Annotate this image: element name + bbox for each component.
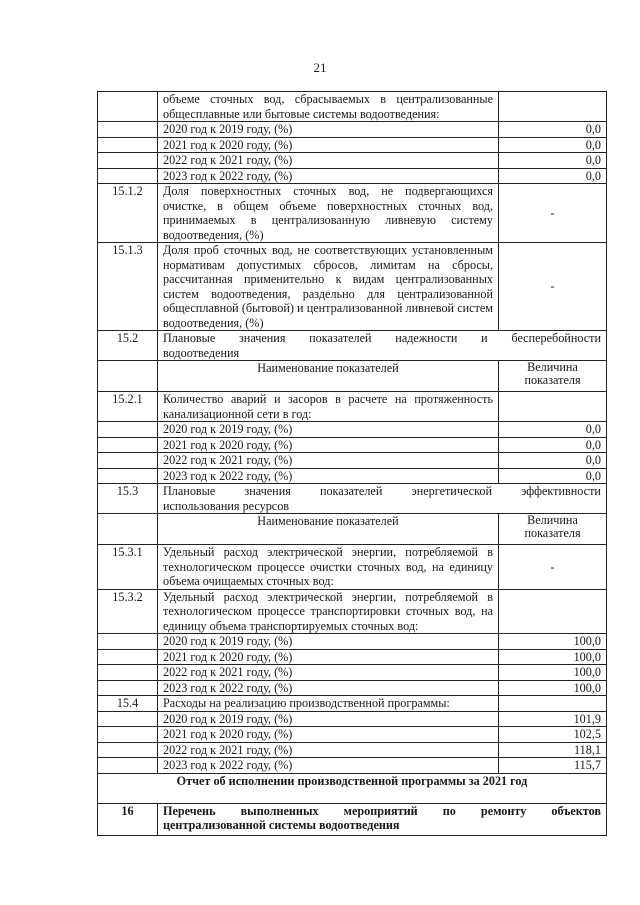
year-value: 0,0 bbox=[499, 168, 607, 184]
table-row bbox=[98, 803, 607, 835]
year-value: 100,0 bbox=[499, 680, 607, 696]
row-number-empty bbox=[98, 92, 158, 122]
table-row bbox=[98, 696, 607, 712]
row-description: Доля проб сточных вод, не соответствующих установленным нормативам допустимых сбросов, лимитам на сбросы, рассчитанная применительно к видам централизованных систем водоотведения, раздельно для централизованной общесплавной (бытовой) и централизованной ливневой систем водоотведения, (%) bbox=[158, 243, 499, 331]
section-heading: Плановые значения показателей надежности и бесперебойности водоотведения bbox=[158, 331, 607, 361]
year-value: 0,0 bbox=[499, 122, 607, 138]
page-number: 21 bbox=[313, 60, 327, 75]
table-row bbox=[98, 680, 607, 696]
row-number: 16 bbox=[98, 803, 158, 835]
report-title: Отчет об исполнении производственной программы за 2021 год bbox=[98, 773, 607, 803]
row-description: Удельный расход электрической энергии, потребляемой в технологическом процессе очистки сточных вод, на единицу объема очищаемых сточных вод: bbox=[158, 545, 499, 590]
row-value: - bbox=[499, 545, 607, 590]
table-row bbox=[98, 773, 607, 803]
year-value: 102,5 bbox=[499, 727, 607, 743]
year-label: 2022 год к 2021 году, (%) bbox=[158, 665, 499, 681]
row-description: Доля поверхностных сточных вод, не подвергающихся очистке, в общем объеме поверхностных сточных вод, принимаемых в централизованную ливневую систему водоотведения, (%) bbox=[158, 184, 499, 243]
year-value: 100,0 bbox=[499, 665, 607, 681]
table-row bbox=[98, 453, 607, 469]
year-value: 0,0 bbox=[499, 453, 607, 469]
table-row bbox=[98, 437, 607, 453]
year-label: 2021 год к 2020 году, (%) bbox=[158, 437, 499, 453]
year-label: 2023 год к 2022 году, (%) bbox=[158, 168, 499, 184]
year-label: 2020 год к 2019 году, (%) bbox=[158, 122, 499, 138]
table-header-row bbox=[98, 361, 607, 392]
row-value: - bbox=[499, 243, 607, 331]
row-description: Количество аварий и засоров в расчете на протяженность канализационной сети в год: bbox=[158, 392, 499, 422]
header-name: Наименование показателей bbox=[158, 514, 499, 545]
table-row bbox=[98, 665, 607, 681]
row-number: 15.3.2 bbox=[98, 589, 158, 634]
year-value: 0,0 bbox=[499, 437, 607, 453]
year-label: 2021 год к 2020 году, (%) bbox=[158, 137, 499, 153]
table-row bbox=[98, 184, 607, 243]
table-row bbox=[98, 331, 607, 361]
year-label: 2021 год к 2020 году, (%) bbox=[158, 727, 499, 743]
table-row bbox=[98, 711, 607, 727]
year-value: 118,1 bbox=[499, 742, 607, 758]
table-row bbox=[98, 545, 607, 590]
table-row bbox=[98, 168, 607, 184]
year-value: 0,0 bbox=[499, 468, 607, 484]
table-row bbox=[98, 122, 607, 138]
row-number: 15.2.1 bbox=[98, 392, 158, 422]
table-row bbox=[98, 727, 607, 743]
row-number: 15.2 bbox=[98, 331, 158, 361]
table-row bbox=[98, 468, 607, 484]
table-row bbox=[98, 742, 607, 758]
table-row bbox=[98, 243, 607, 331]
table-row bbox=[98, 392, 607, 422]
table-row bbox=[98, 484, 607, 514]
year-label: 2020 год к 2019 году, (%) bbox=[158, 422, 499, 438]
year-value: 0,0 bbox=[499, 137, 607, 153]
row-number: 15.3 bbox=[98, 484, 158, 514]
year-value: 100,0 bbox=[499, 634, 607, 650]
year-value: 0,0 bbox=[499, 422, 607, 438]
table-row bbox=[98, 92, 607, 122]
year-value: 115,7 bbox=[499, 758, 607, 774]
table-row bbox=[98, 634, 607, 650]
year-label: 2021 год к 2020 году, (%) bbox=[158, 649, 499, 665]
header-name: Наименование показателей bbox=[158, 361, 499, 392]
year-label: 2023 год к 2022 году, (%) bbox=[158, 680, 499, 696]
row-number: 15.1.2 bbox=[98, 184, 158, 243]
year-label: 2023 год к 2022 году, (%) bbox=[158, 758, 499, 774]
year-value: 101,9 bbox=[499, 711, 607, 727]
year-label: 2023 год к 2022 году, (%) bbox=[158, 468, 499, 484]
section-heading: Перечень выполненных мероприятий по ремонту объектов централизованной системы водоотведения bbox=[158, 803, 607, 835]
year-label: 2022 год к 2021 году, (%) bbox=[158, 153, 499, 169]
table-row bbox=[98, 649, 607, 665]
row-value-empty bbox=[499, 92, 607, 122]
indicators-table bbox=[97, 91, 607, 836]
year-label: 2022 год к 2021 году, (%) bbox=[158, 742, 499, 758]
table-row bbox=[98, 137, 607, 153]
header-value: Величина показателя bbox=[499, 514, 607, 545]
year-label: 2022 год к 2021 году, (%) bbox=[158, 453, 499, 469]
row-description: объеме сточных вод, сбрасываемых в централизованные общесплавные или бытовые системы водоотведения: bbox=[158, 92, 499, 122]
row-value: - bbox=[499, 184, 607, 243]
row-number: 15.1.3 bbox=[98, 243, 158, 331]
row-description: Расходы на реализацию производственной программы: bbox=[158, 696, 499, 712]
year-label: 2020 год к 2019 году, (%) bbox=[158, 711, 499, 727]
table-header-row bbox=[98, 514, 607, 545]
year-value: 0,0 bbox=[499, 153, 607, 169]
row-description: Удельный расход электрической энергии, потребляемой в технологическом процессе транспортировки сточных вод, на единицу объема транспортируемых сточных вод: bbox=[158, 589, 499, 634]
table-row bbox=[98, 422, 607, 438]
table-row bbox=[98, 758, 607, 774]
section-heading: Плановые значения показателей энергетической эффективности использования ресурсов bbox=[158, 484, 607, 514]
table-row bbox=[98, 153, 607, 169]
row-number: 15.3.1 bbox=[98, 545, 158, 590]
year-value: 100,0 bbox=[499, 649, 607, 665]
row-number: 15.4 bbox=[98, 696, 158, 712]
year-label: 2020 год к 2019 году, (%) bbox=[158, 634, 499, 650]
table-row bbox=[98, 589, 607, 634]
header-value: Величина показателя bbox=[499, 361, 607, 392]
